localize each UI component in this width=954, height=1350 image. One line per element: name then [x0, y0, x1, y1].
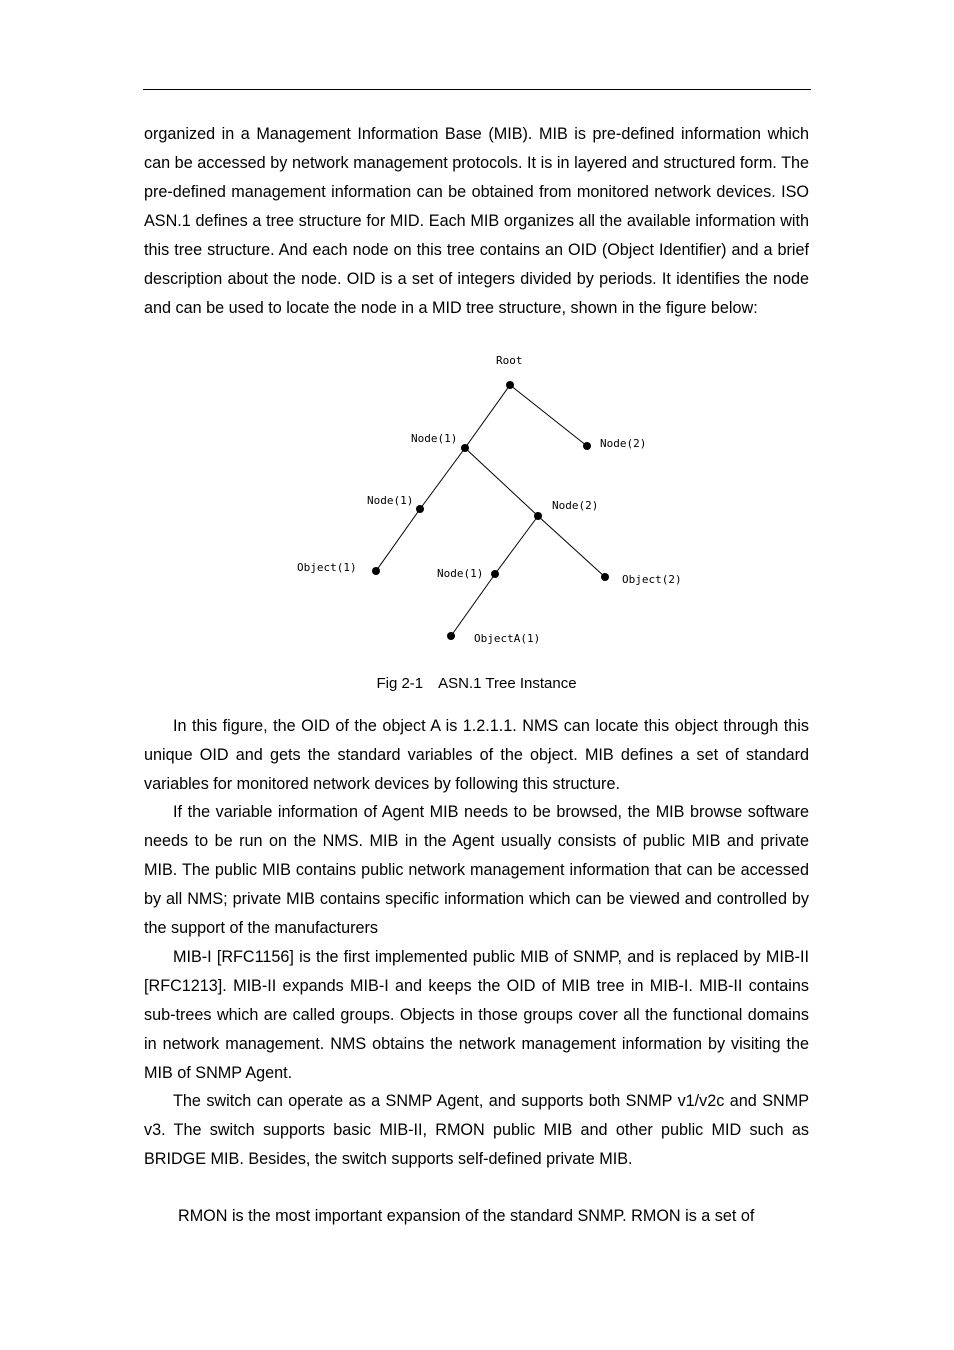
asn1-tree-diagram [290, 350, 700, 650]
label-object2: Object(2) [622, 573, 682, 586]
label-node2-l1: Node(2) [600, 437, 647, 450]
node1-l3-dot [491, 570, 499, 578]
paragraph-mib-intro: organized in a Management Information Base (MIB). MIB is pre-defined information which can be accessed by network management protocols. It is in layered and structured form. The pre-defined management information can be obtained from monitored network devices. ISO ASN.1 defines a tree structure for MID. Each MIB organizes all the available information with this tree structure. And each node on this tree contains an OID (Object Identifier) and a brief description about the node. OID is a set of integers divided by periods. It identifies the node and can be used to locate the node in a MID tree structure, shown in the figure below: [144, 125, 809, 317]
label-object1: Object(1) [297, 561, 357, 574]
object1-dot [372, 567, 380, 575]
asn1-tree-figure [290, 350, 700, 650]
node2-l2-dot [534, 512, 542, 520]
root-node-dot [506, 381, 514, 389]
edge-node1-objectA1 [451, 574, 495, 636]
edge-root-node1 [465, 385, 510, 448]
node1-l2-dot [416, 505, 424, 513]
figure-caption: Fig 2-1 ASN.1 Tree Instance [376, 675, 577, 692]
node2-l1-dot [583, 442, 591, 450]
label-root: Root [496, 354, 523, 367]
label-node1-l2: Node(1) [367, 494, 414, 507]
label-node2-l2: Node(2) [552, 499, 599, 512]
paragraph-agent-mib: If the variable information of Agent MIB needs to be browsed, the MIB browse software needs to be run on the NMS. MIB in the Agent usually consists of public MIB and private MIB. The public MIB contains public network management information that can be accessed by all NMS; private MIB contains specific information which can be viewed and controlled by the support of the manufacturers [144, 803, 809, 937]
edge-root-node2 [510, 385, 587, 446]
label-node1-l1: Node(1) [411, 432, 458, 445]
object2-dot [601, 573, 609, 581]
paragraph-oid-explanation: In this figure, the OID of the object A is 1.2.1.1. NMS can locate this object through this unique OID and gets the standard variables of the object. MIB defines a set of standard variables for monitored network devices by following this structure. [144, 717, 809, 793]
node1-l1-dot [461, 444, 469, 452]
edge-node1-node2 [465, 448, 538, 516]
edge-node1-object1 [376, 509, 420, 571]
edge-node1-node1 [420, 448, 465, 509]
edge-node2-node1 [495, 516, 538, 574]
header-rule [143, 89, 811, 90]
label-objectA1: ObjectA(1) [474, 632, 541, 645]
tree-labels [297, 354, 682, 645]
paragraph-switch-snmp: The switch can operate as a SNMP Agent, and supports both SNMP v1/v2c and SNMP v3. The switch supports basic MIB-II, RMON public MIB and other public MID such as BRIDGE MIB. Besides, the switch supports self-defined private MIB. [144, 1092, 809, 1168]
edge-node2-object2 [538, 516, 605, 577]
label-node1-l3: Node(1) [437, 567, 484, 580]
paragraph-mib-i-ii: MIB-I [RFC1156] is the first implemented public MIB of SNMP, and is replaced by MIB-II [RFC1213]. MIB-II expands MIB-I and keeps the OID of MIB tree in MIB-I. MIB-II contains sub-trees which are called groups. Objects in those groups cover all the functional domains in network management. NMS obtains the network management information by visiting the MIB of SNMP Agent. [144, 948, 809, 1082]
objectA1-dot [447, 632, 455, 640]
paragraph-rmon: RMON is the most important expansion of the standard SNMP. RMON is a set of [178, 1207, 755, 1225]
